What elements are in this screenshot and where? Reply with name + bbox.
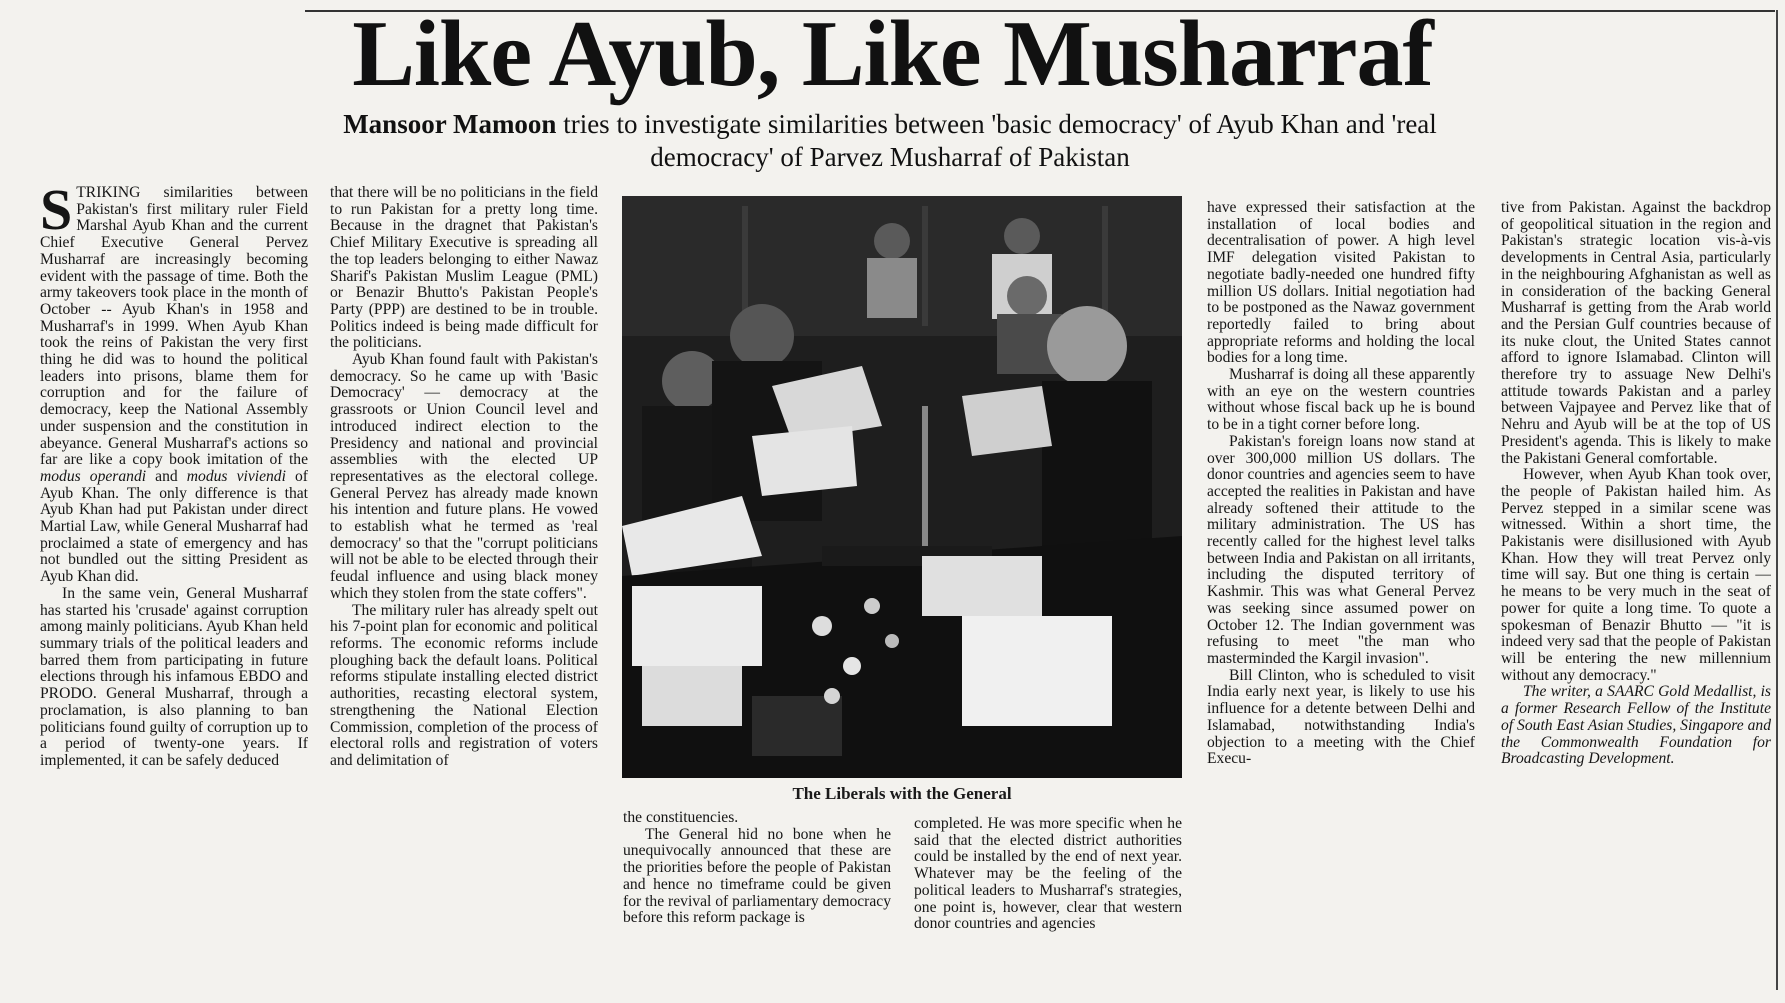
headline: Like Ayub, Like Musharraf [352,2,1433,106]
standfirst [300,108,1480,174]
paragraph: the constituencies. [623,810,739,826]
standfirst-text: tries to investigate similarities between 'basic democracy' of Ayub Khan and 'real democracy' of Parvez Musharraf of Pakistan [556,109,1437,172]
paragraph: that there will be no politicians in the field to run Pakistan for a pretty long time. Because in the dragnet that Pakistan's Chief Military Executive is spreading all the top leaders belonging to either Nawaz Sharif's Pakistan Muslim League (PML) or Benazir Bhutto's Pakistan People's Party (PPP) are destined to be in trouble. Politics indeed is being made difficult for the politicians. [330,185,598,352]
paragraph: tive from Pakistan. Against the backdrop of geopolitical situation in the region and Pakistan's strategic location vis-à-vis developments in Central Asia, particularly in the neighbouring Afghanistan as well as in consideration of the backing General Musharraf is getting from the Arab world and the Persian Gulf countries because of its nuke clout, the United States cannot afford to ignore Islamabad. Clinton will therefore try to assuage New Delhi's attitude towards Pakistan and a parley between Vajpayee and Pervez like that of Nehru and Ayub will be at the top of US President's agenda. This is likely to make the Pakistani General comfortable. [1501,200,1771,467]
photo-illustration [622,196,1182,778]
article-column-1 [40,185,308,955]
byline: Mansoor Mamoon [343,109,557,139]
news-photo [622,196,1182,778]
paragraph: However, when Ayub Khan took over, the people of Pakistan hailed him. As Pervez stepped in a similar scene was witnessed. Within a short time, the Pakistanis were disillusioned with Ayub Khan. How they will treat Pervez only time will say. But one thing is certain — he means to be very much in the seat of power for quite a long time. To quote a spokesman of Benazir Bhutto — "it is indeed very sad that the people of Pakistan will be entering the new millennium without any democracy." [1501,466,1771,684]
italic-phrase: modus viviendi [186,467,286,485]
photo-caption: The Liberals with the General [792,784,1012,803]
paragraph: Musharraf is doing all these apparently with an eye on the western countries without whose fiscal back up he is bound to be in a tight corner before long. [1207,366,1475,434]
paragraph: The General hid no bone when he unequivocally announced that these are the priorities before the people of Pakistan and hence no timeframe could be given for the revival of parliamentary democracy before this reform package is [623,825,891,927]
paragraph: Bill Clinton, who is scheduled to visit India early next year, is likely to use his influence for a detente between Delhi and Islamabad, notwithstanding India's objection to a meeting with the Chief Execu- [1207,666,1475,768]
article-column-5 [1207,200,1475,968]
italic-phrase: modus operandi [40,467,147,485]
paragraph: Pakistan's foreign loans now stand at over 300,000 million US dollars. The donor countries and agencies seem to have accepted the realities in Pakistan and have already softened their attitude to the military administration. The US has recently called for the highest level talks between India and Pakistan on all irritants, including the disputed territory of Kashmir. This was what General Pervez was seeking since assumed power on October 12. The Indian government was refusing to meet "the man who masterminded the Kargil invasion". [1207,432,1475,667]
paragraph [40,185,308,586]
author-bio: The writer, a SAARC Gold Medallist, is a former Research Fellow of the Institute of South East Asian Studies, Singapore and the Commonwealth Foundation for Broadcasting Development. [1501,683,1771,768]
article-column-6 [1501,200,1771,980]
article-column-2 [330,185,598,805]
paragraph: have expressed their satisfaction at the installation of local bodies and decentralisation of power. A high level IMF delegation visited Pakistan to negotiate badly-needed one hundred fifty million US dollars. Initial negotiation had to be postponed as the Nawaz government reportedly failed to bring about appropriate reforms and holding the local bodies for a long time. [1207,200,1475,367]
right-rule [1776,10,1778,990]
paragraph: Ayub Khan found fault with Pakistan's democracy. So he came up with 'Basic Democracy' — democracy at the grassroots or Union Council level and introduced indirect election to the Presidency and national and provincial assemblies with the elected UP representatives as the electoral college. General Pervez has already made known his intention and future plans. He vowed to establish what he termed as 'real democracy' so that the "corrupt politicians will not be able to be elected through their feudal influence and using black money which they stolen from the state coffers". [330,351,598,602]
text-run: and [146,467,187,485]
text-run: of Ayub Khan. The only difference is that Ayub Khan had put Pakistan under direct Martial Law, while General Musharraf had proclaimed a state of emergency and has not bundled out the sitting President as Ayub Khan did. [40,467,308,586]
paragraph: In the same vein, General Musharraf has started his 'crusade' against corruption among mainly politicians. Ayub Khan held summary trials of the political leaders and barred them from participating in future elections through his infamous EBDO and PRODO. General Musharraf, through a proclamation, is also planning to ban politicians found guilty of corruption up to a period of twenty-one years. If implemented, it can be safely deduced [40,584,308,769]
paragraph: The military ruler has already spelt out his 7-point plan for economic and political reforms. The economic reforms include ploughing back the default loans. Political reforms stipulate installing elected district authorities, recasting electoral system, strengthening the National Election Commission, completion of the process of electoral rolls and registration of voters and delimitation of [330,601,598,769]
article-column-3 [623,810,891,966]
drop-cap: S [40,185,73,242]
text-run: TRIKING similarities between Pakistan's first military ruler Field Marshal Ayub Khan and the current Chief Executive General Pervez Musharraf are increasingly becoming evident with the passage of time. Both the army takeovers took place in the month of October -- Ayub Khan's in 1958 and Musharraf's in 1999. When Ayub Khan took the reins of Pakistan the very first thing he did was to hound the political leaders into prisons, blame them for corruption and for the failure of democracy, keep the National Assembly under suspension and the constitution in abeyance. General Musharraf's actions so far are like a copy book imitation of the [40,185,308,469]
paragraph: completed. He was more specific when he said that the elected district authorities could be installed by the end of next year. Whatever may be the feeling of the political leaders to Musharraf's strategies, one point is, however, clear that western donor countries and agencies [914,816,1182,933]
article-column-4 [914,816,1182,966]
